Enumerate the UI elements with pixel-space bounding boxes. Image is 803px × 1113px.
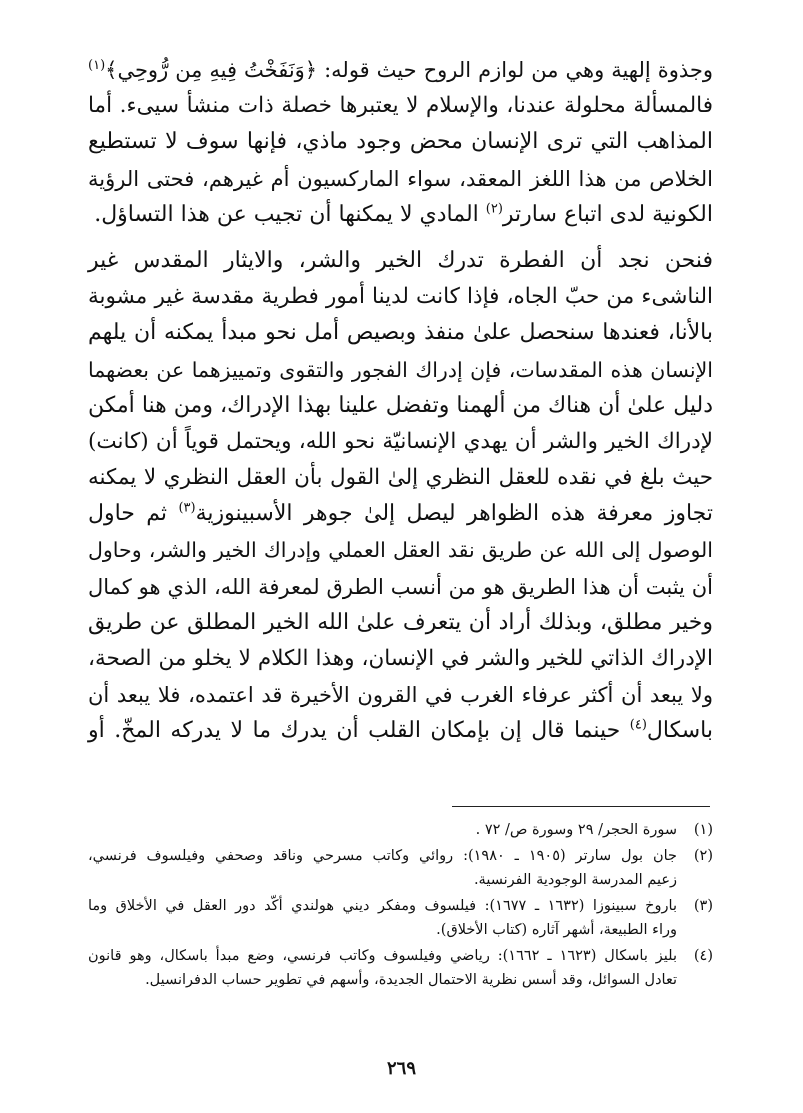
footnote-text: زعيم المدرسة الوجودية الفرنسية. [473, 872, 677, 888]
footnote-text: بليز باسكال (١٦٢٣ ـ ١٦٦٢): رياضي وفيلسوف وكاتب فرنسي، وضع مبدأ باسكال، وهو قانون [88, 948, 678, 964]
text-line: الكونية لدى اتباع سارتر$^{(٢)}$ المادي لا يمكنها أن تجيب عن هذا التساؤل. [94, 201, 713, 227]
footnote-text: جان بول سارتر (١٩٠٥ ـ ١٩٨٠): روائي وكاتب مسرحي وناقد وصحفي وفيلسوف فرنسي، [88, 848, 678, 864]
footnote-1 [88, 818, 713, 842]
text-line: الناشىء من حبّ الجاه، فإذا كانت لدينا أمور فطرية مقدسة غير مشوبة [88, 284, 713, 310]
text-line: بالأنا، فعندها سنحصل علىٰ منفذ وبصيص أمل نحو مبدأ يمكنه أن يلهم [88, 320, 713, 346]
text-line: تجاوز معرفة هذه الظواهر ليصل إلىٰ جوهر الأسبينوزية$^{(٣)}$ ثم حاول [88, 500, 714, 527]
text-line: فنحن نجد أن الفطرة تدرك الخير والشر، والايثار المقدس غير [88, 247, 713, 273]
paragraph-2 [88, 243, 713, 750]
text-line: أن يثبت أن هذا الطريق هو من أنسب الطرق لمعرفة الله، الذي هو كمال [88, 574, 713, 599]
footnote-text: سورة الحجر/ ٢٩ وسورة ص/ ٧٢ . [475, 822, 677, 838]
footnote-ref-2[interactable]: (٢) [485, 201, 503, 217]
footnote-ref-4[interactable]: (٤) [629, 718, 647, 734]
footnote-text: تعادل السوائل، وقد أسس نظرية الاحتمال الجديدة، وأسهم في تطوير حساب الدفرانسيل. [145, 972, 677, 988]
footnote-number: (٢) [693, 848, 713, 864]
text-line: فالمسألة محلولة عندنا، والإسلام لا يعتبرها خصلة ذات منشأ سيىء. أما [88, 93, 713, 119]
footnote-ref-1[interactable]: (١) [88, 58, 106, 73]
text-line: وخير مطلق، وبذلك أراد أن يتعرف علىٰ الله الخير المطلق عن طريق [88, 609, 713, 635]
text-line: لإدراك الخير والشر أن يهدي الإنسانيّة نحو الله، ويحتمل قوياً أن (كانت) [88, 428, 713, 454]
footnote-ref-3[interactable]: (٣) [178, 500, 196, 516]
footnote-number: (١) [693, 822, 713, 838]
text-line: وجذوة إلهية وهي من لوازم الروح حيث قوله: ﴿وَنَفَخْتُ فِيهِ مِن رُّوحِي﴾$^{(١)}$ [88, 58, 713, 82]
text-line: الوصول إلى الله عن طريق نقد العقل العملي وإدراك الخير والشر، وحاول [88, 538, 713, 563]
footnote-2 [88, 844, 713, 892]
footnote-text: وراء الطبيعة، أشهر آثاره (كتاب الأخلاق). [436, 922, 677, 938]
footnote-number: (٣) [693, 898, 713, 914]
footnotes [88, 818, 713, 994]
paragraph-1 [88, 52, 713, 233]
text-line: الإنسان هذه المقدسات، فإن إدراك الفجور والتقوى وتمييزهما عن بعضهما [88, 357, 713, 382]
footnote-text: باروخ سبينوزا (١٦٣٢ ـ ١٦٧٧): فيلسوف ومفكر ديني هولندي أكّد دور العقل في الأخلاق وما [88, 898, 677, 914]
footnote-number: (٤) [693, 948, 713, 964]
text-line: الخلاص من هذا اللغز المعقد، سواء الماركسيون أم غيرهم، فحتى الرؤية [88, 166, 713, 191]
text-line: ولا يبعد أن أكثر عرفاء الغرب في القرون الأخيرة قد اعتمده، فلا يبعد أن [88, 683, 713, 708]
footnote-3 [88, 894, 713, 942]
text-line: باسكال$^{(٤)}$ حينما قال إن بإمكان القلب أن يدرك ما لا يدركه المخّ. أو [88, 718, 713, 744]
text-line: الإدراك الذاتي للخير والشر في الإنسان، وهذا الكلام لا يخلو من الصحة، [88, 646, 713, 671]
text-line: حيث بلغ في نقده للعقل النظري إلىٰ القول بأن العقل النظري لا يمكنه [88, 465, 713, 491]
footnote-separator [452, 806, 710, 807]
footnote-4 [88, 944, 713, 992]
page-number: ٢٦٩ [386, 1058, 416, 1079]
main-text [88, 52, 713, 750]
text-line: المذاهب التي ترى الإنسان محض وجود ماذي، فإنها سوف لا تستطيع [88, 129, 713, 155]
text-line: دليل علىٰ أن هناك من ألهمنا وتفضل علينا بهذا الإدراك، ومن هنا أمكن [88, 392, 713, 418]
